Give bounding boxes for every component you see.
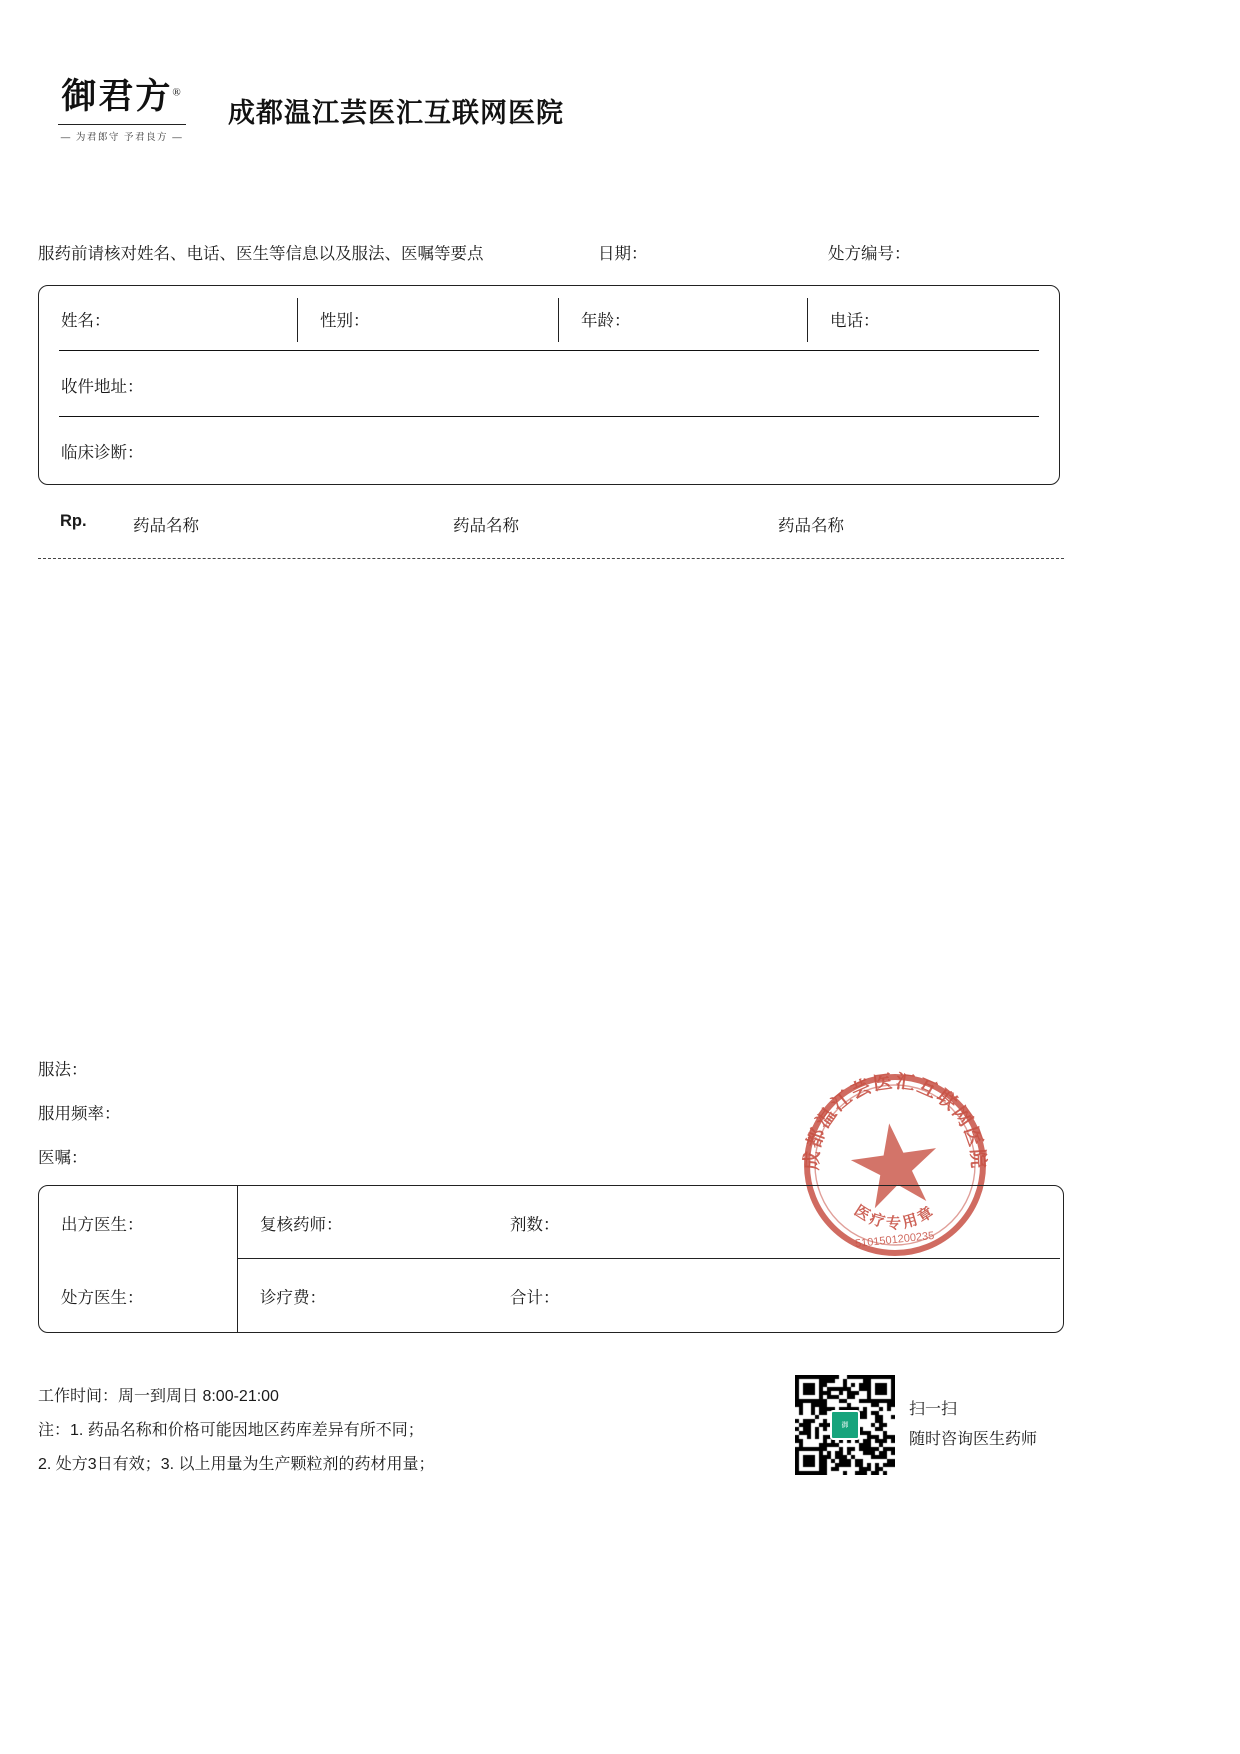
qr-center-logo (830, 1410, 860, 1440)
footer-note-1: 注：1. 药品名称和价格可能因地区药库差异有所不同； (38, 1422, 424, 1439)
patient-info-row-2 (39, 352, 1059, 418)
patient-name-field[interactable] (39, 286, 297, 352)
review-pharmacist-label: 复核药师： (260, 1215, 343, 1234)
patient-info-box (38, 285, 1060, 485)
usage-section (38, 1048, 121, 1180)
row2-underline (59, 416, 1039, 417)
issuing-doctor-field[interactable] (39, 1186, 237, 1259)
consultation-fee-label: 诊疗费： (260, 1288, 326, 1307)
svg-text:医疗专用章: 医疗专用章 (851, 1202, 939, 1232)
brand-logo (52, 78, 192, 143)
drug-list-separator (38, 558, 1064, 559)
footer-note-2: 2. 处方3日有效；3. 以上用量为生产颗粒剂的药材用量； (38, 1456, 435, 1473)
clinical-diagnosis-label: 临床诊断： (61, 444, 144, 462)
signature-box (38, 1185, 1064, 1333)
svg-text:成都温江芸医汇互联网医院: 成都温江芸医汇互联网医院 (801, 1071, 989, 1171)
registered-mark: ® (172, 86, 183, 99)
patient-age-label: 年龄： (581, 312, 631, 330)
prescriber-field[interactable] (39, 1259, 237, 1332)
footer-notes (38, 1380, 434, 1482)
hospital-name: 成都温江芸医汇互联网医院 (228, 97, 564, 128)
patient-phone-field[interactable] (808, 286, 1059, 352)
patient-info-row-1 (39, 286, 1059, 352)
svg-text:5101501200235: 5101501200235 (854, 1229, 935, 1251)
prescriber-label: 处方医生： (61, 1288, 144, 1307)
delivery-address-label: 收件地址： (61, 378, 144, 396)
drug-name-column-2: 药品名称 (453, 517, 519, 535)
verify-notice-text: 服药前请核对姓名、电话、医生等信息以及服法、医嘱等要点 (38, 245, 484, 263)
prescription-number-label: 处方编号： (828, 245, 911, 263)
issuing-doctor-label: 出方医生： (61, 1215, 144, 1234)
date-label: 日期： (598, 245, 648, 263)
patient-age-field[interactable] (559, 286, 807, 352)
brand-slogan: — 为君郎守 予君良方 — (60, 131, 184, 143)
qr-code[interactable] (795, 1375, 895, 1475)
consultation-fee-field[interactable] (238, 1259, 488, 1332)
patient-info-row-3 (39, 418, 1059, 484)
signature-row-1 (39, 1186, 1063, 1259)
dose-count-field[interactable] (488, 1186, 788, 1259)
qr-consult-label: 随时咨询医生药师 (909, 1431, 1038, 1448)
drug-list-area[interactable] (38, 566, 1064, 1036)
signature-row-2 (39, 1259, 1063, 1332)
qr-scan-label: 扫一扫 (909, 1401, 958, 1418)
drug-name-column-3: 药品名称 (778, 517, 844, 535)
usage-advice-label: 医嘱： (38, 1149, 88, 1167)
document-header (52, 78, 564, 143)
qr-center-logo-text: 御 (841, 1422, 849, 1429)
total-amount-field[interactable] (488, 1259, 788, 1332)
drug-name-column-1: 药品名称 (133, 517, 199, 535)
patient-phone-label: 电话： (830, 312, 880, 330)
brand-logo-text: 御君方 (61, 77, 173, 116)
usage-frequency-label: 服用频率： (38, 1105, 121, 1123)
patient-name-label: 姓名： (61, 312, 111, 330)
patient-gender-field[interactable] (298, 286, 558, 352)
working-hours-text: 工作时间：周一到周日 8:00-21:00 (38, 1388, 279, 1405)
patient-gender-label: 性别： (320, 312, 370, 330)
usage-method-label: 服法： (38, 1061, 88, 1079)
qr-caption (909, 1395, 1037, 1455)
total-amount-label: 合计： (510, 1288, 560, 1307)
clinical-diagnosis-field[interactable] (39, 418, 1059, 484)
brand-logo-main (52, 78, 192, 117)
dose-count-label: 剂数： (510, 1215, 560, 1234)
review-pharmacist-field[interactable] (238, 1186, 488, 1259)
row1-underline (59, 350, 1039, 351)
qr-section (795, 1375, 1037, 1475)
rp-label: Rp. (60, 512, 87, 530)
delivery-address-field[interactable] (39, 352, 1059, 418)
logo-divider (58, 124, 186, 125)
